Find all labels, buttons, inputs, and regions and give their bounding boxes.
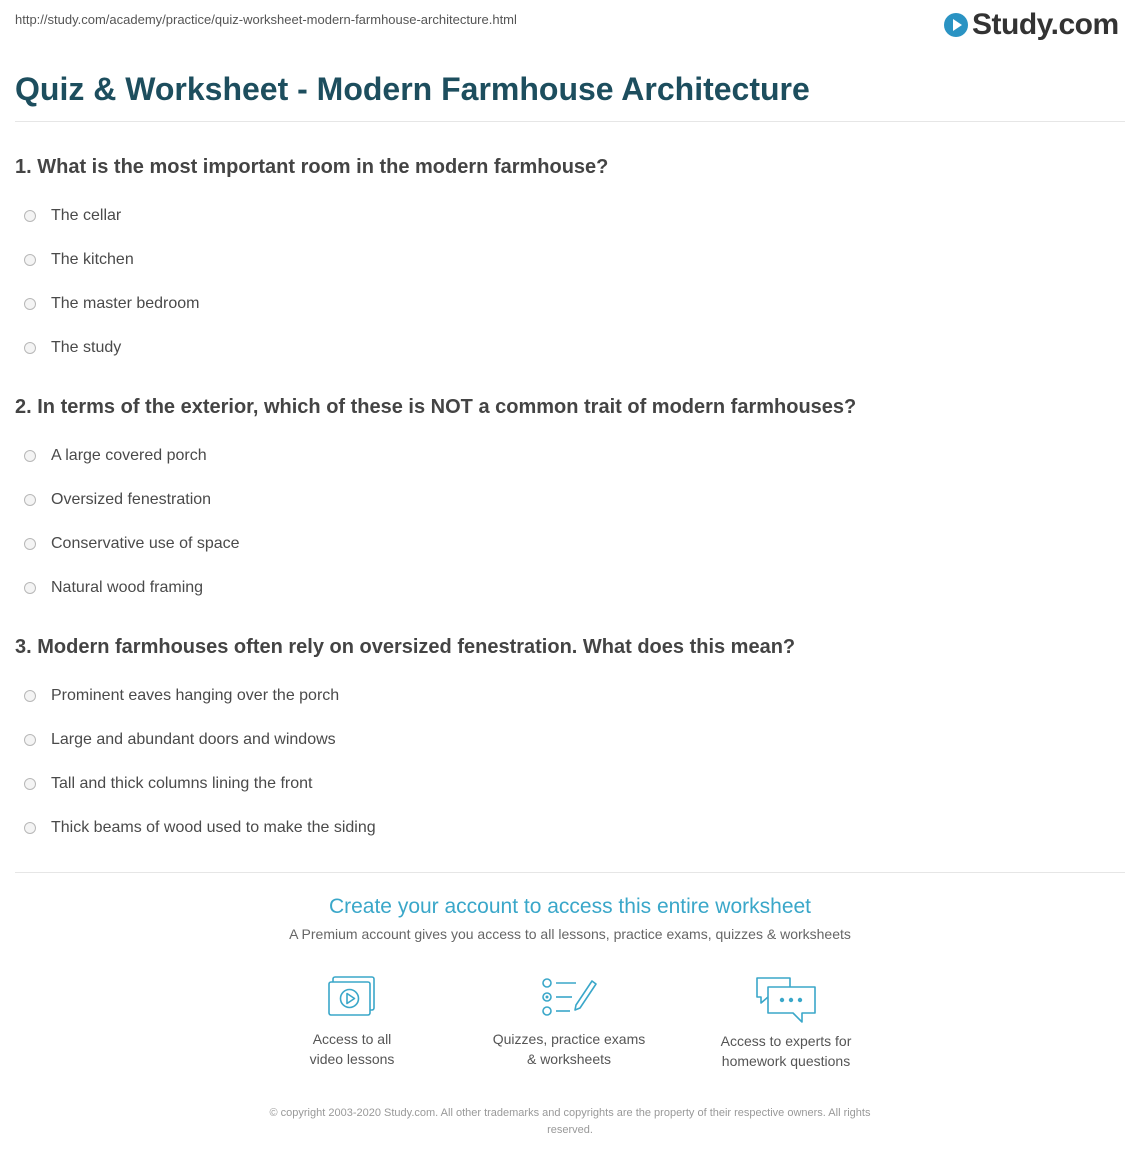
create-account-link[interactable]: Create your account to access this entire worksheet [328,895,812,918]
answer-option[interactable] [15,434,1125,478]
feature-quizzes [469,975,669,1069]
answer-option[interactable] [15,282,1125,326]
question-3 [15,634,1125,850]
logo-text: Study.com [972,8,1119,41]
section-divider [15,872,1125,873]
radio-button[interactable] [24,494,36,506]
answer-label: Tall and thick columns lining the front [51,775,313,792]
answer-option[interactable] [15,238,1125,282]
feature-label: Access to experts for homework questions [720,1033,852,1069]
question-text: 2. In terms of the exterior, which of these is NOT a common trait of modern farmhouses? [15,396,857,418]
study-logo[interactable] [944,6,1119,44]
radio-button[interactable] [24,210,36,222]
quiz-checklist-icon [540,975,598,1019]
feature-video-lessons [252,975,452,1069]
feature-label: Access to all video lessons [309,1031,395,1067]
page-title: Quiz & Worksheet - Modern Farmhouse Architecture [15,71,810,107]
question-text: 1. What is the most important room in the modern farmhouse? [15,156,609,178]
answer-label: Thick beams of wood used to make the siding [51,819,376,836]
answer-label: Large and abundant doors and windows [51,731,336,748]
question-text: 3. Modern farmhouses often rely on oversized fenestration. What does this mean? [15,636,796,658]
question-1 [15,154,1125,370]
answer-label: Prominent eaves hanging over the porch [51,687,340,704]
answer-option[interactable] [15,194,1125,238]
title-divider [15,121,1125,122]
answer-label: The cellar [51,207,122,224]
question-2 [15,394,1125,610]
answer-option[interactable] [15,478,1125,522]
answer-option[interactable] [15,522,1125,566]
radio-button[interactable] [24,254,36,266]
radio-button[interactable] [24,538,36,550]
radio-button[interactable] [24,450,36,462]
answer-option[interactable] [15,718,1125,762]
video-lessons-icon [326,975,378,1019]
radio-button[interactable] [24,734,36,746]
answer-option[interactable] [15,762,1125,806]
page-url: http://study.com/academy/practice/quiz-worksheet-modern-farmhouse-architecture.html [15,12,517,27]
answer-label: The kitchen [51,251,134,268]
answer-label: A large covered porch [51,447,207,464]
premium-description: A Premium account gives you access to all lessons, practice exams, quizzes & worksheets [289,926,851,942]
radio-button[interactable] [24,582,36,594]
answer-option[interactable] [15,566,1125,610]
radio-button[interactable] [24,342,36,354]
answer-option[interactable] [15,326,1125,370]
play-logo-icon [944,13,968,37]
answer-label: The master bedroom [51,295,200,312]
radio-button[interactable] [24,822,36,834]
feature-experts [686,975,886,1071]
answer-label: Natural wood framing [51,579,204,596]
feature-label: Quizzes, practice exams & worksheets [492,1031,646,1067]
answer-option[interactable] [15,806,1125,850]
radio-button[interactable] [24,690,36,702]
chat-experts-icon [754,975,818,1027]
answer-option[interactable] [15,674,1125,718]
answer-label: Oversized fenestration [51,491,212,508]
radio-button[interactable] [24,778,36,790]
answer-label: The study [51,339,122,356]
answer-label: Conservative use of space [51,535,240,552]
radio-button[interactable] [24,298,36,310]
copyright-notice: © copyright 2003-2020 Study.com. All other trademarks and copyrights are the property of their respective owners. All rights reserved. [269,1107,871,1136]
